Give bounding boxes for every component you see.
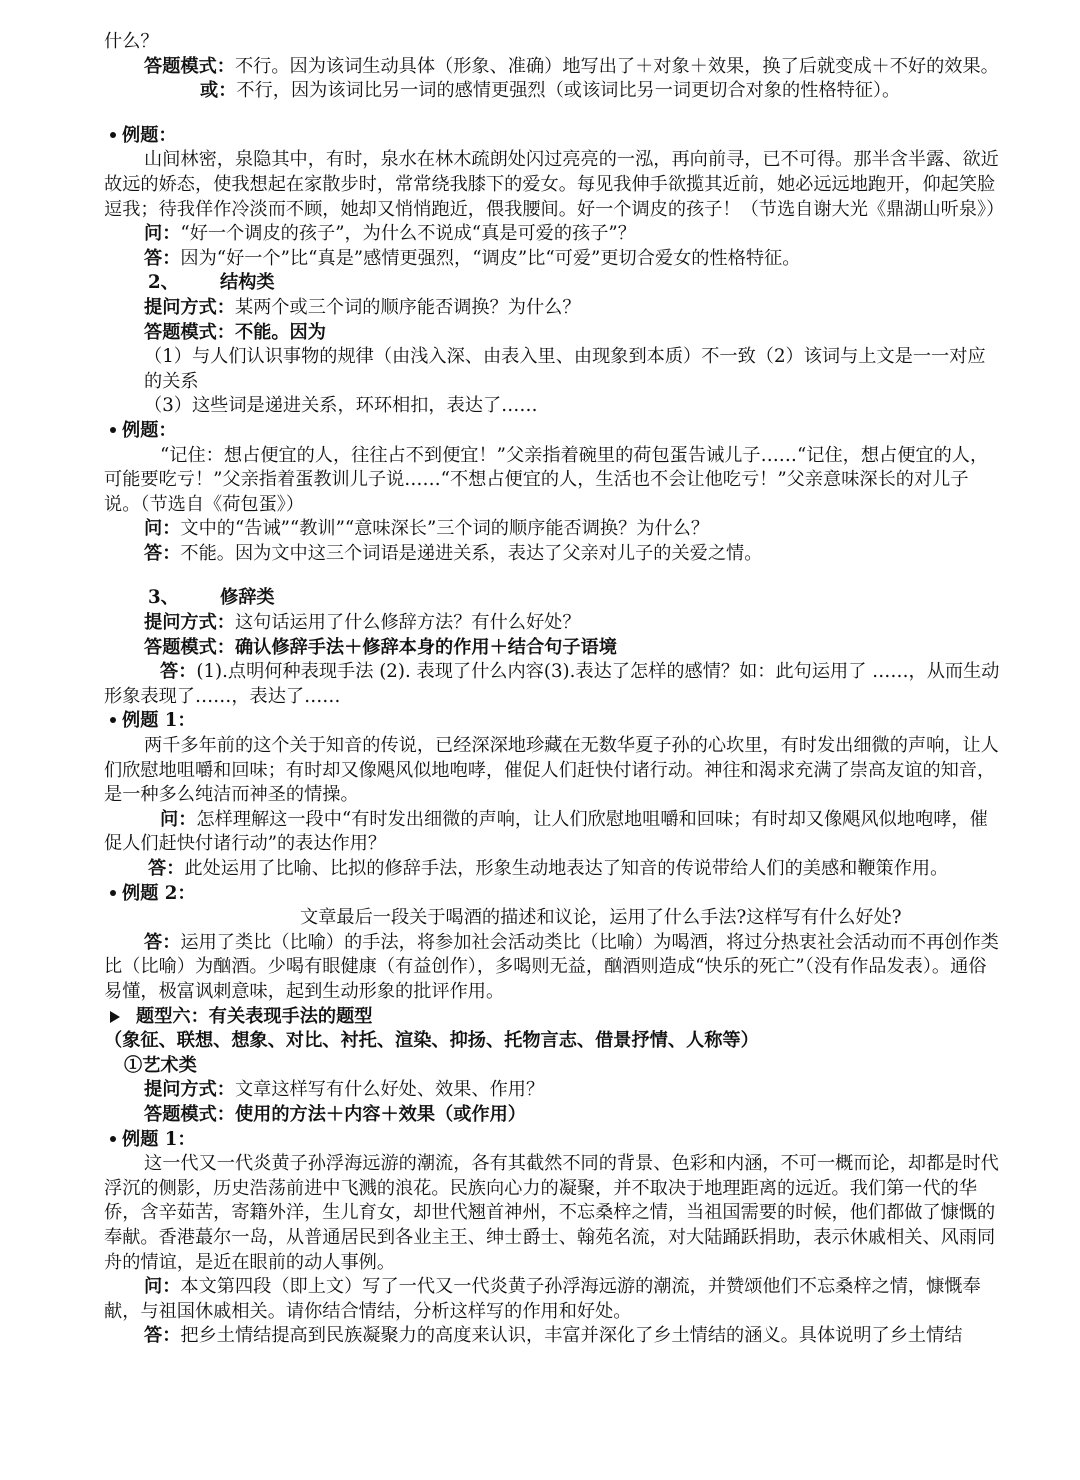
bullet-icon bbox=[110, 717, 116, 723]
answer-mode-text: 不行。因为该词生动具体（形象、准确）地写出了＋对象＋效果，换了后就变成＋不好的效果。 bbox=[234, 55, 999, 77]
example-label: 例题 2： bbox=[122, 882, 196, 904]
ask-method bbox=[104, 1078, 1002, 1103]
spacer bbox=[104, 566, 1002, 586]
answer-text: 把乡土情结提高到民族凝聚力的高度来认识，丰富并深化了乡土情结的涵义。具体说明了乡土情结 bbox=[180, 1325, 963, 1347]
answer-mode: 答题模式：确认修辞手法＋修辞本身的作用＋结合句子语境 bbox=[144, 636, 617, 658]
example-label: 例题 1： bbox=[122, 1128, 196, 1150]
answer-text: 不能。因为文中这三个词语是递进关系，表达了父亲对儿子的关爱之情。 bbox=[180, 542, 763, 564]
alternate-text: 不行，因为该词比另一词的感情更强烈（或该词比另一词更切合对象的性格特征）。 bbox=[236, 80, 901, 102]
answer bbox=[104, 660, 1002, 709]
section-number: 3、 bbox=[148, 587, 179, 609]
answer-mode: 答题模式：使用的方法＋内容＋效果（或作用） bbox=[144, 1103, 526, 1125]
answer-point: （3）这些词是递进关系，环环相扣，表达了…… bbox=[144, 395, 538, 417]
answer-label: 答： bbox=[160, 661, 197, 683]
question-label: 问： bbox=[160, 808, 197, 830]
answer-label: 答： bbox=[144, 247, 181, 269]
ask-method-text: 文章这样写有什么好处、效果、作用？ bbox=[234, 1079, 545, 1101]
answer-point: （1）与人们认识事物的规律（由浅入深、由表入里、由现象到本质）不一致（2）该词与上文是一一对应的关系 bbox=[144, 346, 986, 392]
example-passage: “记住：想占便宜的人，往往占不到便宜！”父亲指着碗里的荷包蛋告诫儿子……“记住，想占便宜的人，可能要吃亏！”父亲指着蛋教训儿子说……“不想占便宜的人，生活也不会让他吃亏！”父亲意味深长的对儿子说。（节选自《荷包蛋》） bbox=[104, 444, 989, 515]
section-number: 2、 bbox=[148, 272, 179, 294]
example-passage: 这一代又一代炎黄子孙浮海远游的潮流，各有其截然不同的背景、色彩和内涵，不可一概而论，却都是时代浮沉的侧影，历史浩荡前进中飞溅的浪花。民族向心力的凝聚，并不取决于地理距离的远近。我们第一代的华侨，含辛茹苦，寄籍外洋，生儿育女，却世代翘首神州，不忘桑梓之情，当祖国需要的时候，他们都做了慷慨的奉献。香港蕞尔一岛，从普通居民到各业主王、绅士爵士、翰苑名流，对大陆踊跃捐助，表示休戚相关、风雨同舟的情谊，是近在眼前的动人事例。 bbox=[104, 1153, 999, 1273]
bullet-icon bbox=[110, 1136, 116, 1142]
section-title: 修辞类 bbox=[220, 587, 275, 609]
question-type-title: 题型六：有关表现手法的题型 bbox=[136, 1005, 373, 1027]
ask-method-label: 提问方式： bbox=[144, 296, 235, 318]
text-line: 什么？ bbox=[104, 31, 159, 52]
example-label: 例题 1： bbox=[122, 710, 196, 732]
answer bbox=[104, 857, 1002, 882]
question bbox=[104, 1275, 1002, 1324]
ask-method bbox=[104, 611, 1002, 636]
answer-mode: 答题模式：不能。因为 bbox=[144, 321, 326, 343]
example-heading bbox=[104, 709, 1002, 734]
question bbox=[104, 517, 1002, 542]
example-passage: 山间林密，泉隐其中，有时，泉水在林木疏朗处闪过亮亮的一泓，再向前寻，已不可得。那半含半露、欲近故远的娇态，使我想起在家散步时，常常绕我膝下的爱女。每见我伸手欲揽其近前，她必远远地跑开，仰起笑脸逗我；待我佯作冷淡而不顾，她却又悄悄跑近，偎我腰间。好一个调皮的孩子！（节选自谢大光《鼎湖山听泉》） bbox=[104, 149, 1005, 220]
section-title: 结构类 bbox=[220, 272, 275, 294]
answer bbox=[104, 1324, 1002, 1349]
section-heading bbox=[104, 586, 1002, 611]
answer-label: 答： bbox=[148, 858, 185, 879]
answer bbox=[104, 931, 1002, 1005]
question-label: 问： bbox=[144, 518, 181, 540]
question-text: 文中的“告诫”“教训”“意味深长”三个词的顺序能否调换？为什么？ bbox=[180, 518, 710, 540]
subsection-title: ①艺术类 bbox=[124, 1054, 197, 1076]
example-label: 例题： bbox=[122, 124, 177, 146]
answer-mode-label: 答题模式： bbox=[144, 55, 235, 77]
spacer bbox=[104, 104, 1002, 124]
question-type-heading bbox=[104, 1005, 1002, 1030]
example-heading bbox=[104, 882, 1002, 907]
question bbox=[104, 808, 1002, 857]
bullet-icon bbox=[110, 427, 116, 433]
ask-method-text: 某两个或三个词的顺序能否调换？为什么？ bbox=[234, 296, 581, 318]
alternate-label: 或： bbox=[200, 80, 237, 102]
alternate-answer bbox=[104, 79, 1002, 104]
example-heading bbox=[104, 1128, 1002, 1153]
answer-text: 因为“好一个”比“真是”感情更强烈，“调皮”比“可爱”更切合爱女的性格特征。 bbox=[180, 247, 801, 269]
answer-text: 此处运用了比喻、比拟的修辞手法，形象生动地表达了知音的传说带给人们的美感和鞭策作用。 bbox=[184, 858, 949, 879]
section-heading bbox=[104, 271, 1002, 296]
answer-text: 运用了类比（比喻）的手法，将参加社会活动类比（比喻）为喝酒，将过分热衷社会活动而不再创作类比（比喻）为酗酒。少喝有眼健康（有益创作），多喝则无益，酗酒则造成“快乐的死亡”（没有作品发表）。通俗易懂，极富讽刺意味，起到生动形象的批评作用。 bbox=[104, 931, 999, 1002]
bullet-icon bbox=[110, 132, 116, 138]
ask-method-label: 提问方式： bbox=[144, 1079, 235, 1101]
answer-text: (1).点明何种表现手法 (2). 表现了什么内容(3).表达了怎样的感情？如：此句运用了 ……，从而生动形象表现了……，表达了…… bbox=[104, 661, 1000, 707]
answer-label: 答： bbox=[144, 542, 181, 564]
ask-method bbox=[104, 296, 1002, 321]
arrow-bullet-icon bbox=[110, 1011, 120, 1023]
answer-mode-paragraph bbox=[104, 55, 1002, 80]
question-label: 问： bbox=[144, 223, 181, 245]
example-heading bbox=[104, 419, 1002, 444]
answer-label: 答： bbox=[144, 931, 181, 953]
example-label: 例题： bbox=[122, 419, 177, 441]
question bbox=[104, 222, 1002, 247]
technique-list: （象征、联想、想象、对比、衬托、渲染、抑扬、托物言志、借景抒情、人称等） bbox=[104, 1030, 759, 1052]
question-label: 问： bbox=[144, 1276, 181, 1298]
question-text: 本文第四段（即上文）写了一代又一代炎黄子孙浮海远游的潮流，并赞颂他们不忘桑梓之情，慷慨奉献，与祖国休戚相关。请你结合情结，分析这样写的作用和好处。 bbox=[104, 1276, 981, 1322]
ask-method-label: 提问方式： bbox=[144, 612, 235, 634]
answer bbox=[104, 542, 1002, 567]
question-text: “好一个调皮的孩子”，为什么不说成“真是可爱的孩子”？ bbox=[180, 223, 636, 245]
question-text: 怎样理解这一段中“有时发出细微的声响，让人们欣慰地咀嚼和回味；有时却又像飓风似地咆哮，催促人们赶快付诸行动”的表达作用？ bbox=[104, 808, 988, 855]
answer-label: 答： bbox=[144, 1325, 181, 1347]
example-question: 文章最后一段关于喝酒的描述和议论，运用了什么手法?这样写有什么好处? bbox=[300, 907, 902, 929]
example-passage: 两千多年前的这个关于知音的传说，已经深深地珍藏在无数华夏子孙的心坎里，有时发出细微的声响，让人们欣慰地咀嚼和回味；有时却又像飓风似地咆哮，催促人们赶快付诸行动。神往和渴求充满了崇高友谊的知音，是一种多么纯洁而神圣的情操。 bbox=[104, 735, 999, 806]
ask-method-text: 这句话运用了什么修辞方法？有什么好处？ bbox=[234, 612, 581, 634]
example-heading bbox=[104, 124, 1002, 149]
answer bbox=[104, 247, 1002, 272]
bullet-icon bbox=[110, 890, 116, 896]
